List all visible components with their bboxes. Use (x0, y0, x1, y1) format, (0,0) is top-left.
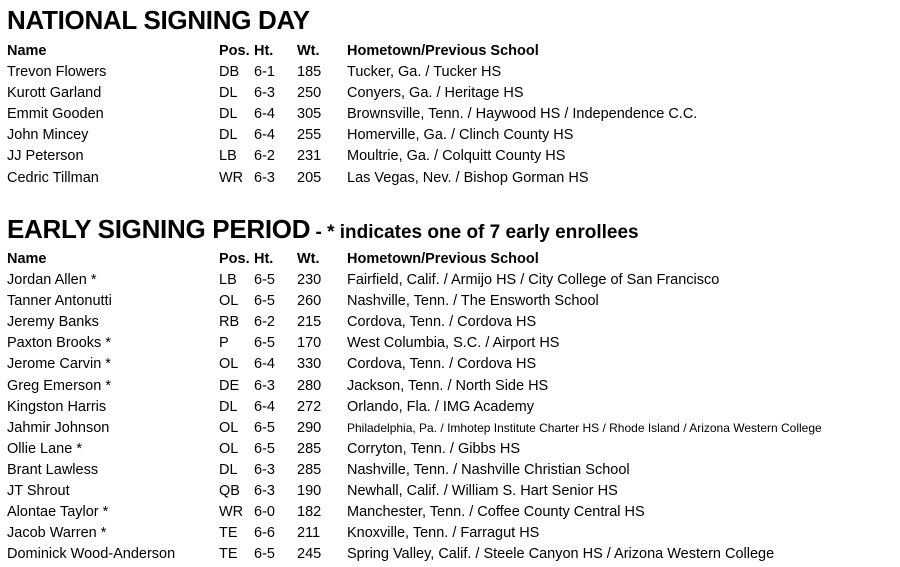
player-name: Ollie Lane * (7, 440, 82, 457)
player-hometown: Manchester, Tenn. / Coffee County Central HS (347, 504, 645, 521)
header-ht: Ht. (254, 251, 274, 267)
player-height: 6-4 (254, 127, 275, 144)
player-height: 6-5 (254, 440, 275, 457)
table-row (0, 397, 900, 418)
early-signing-period-title (7, 214, 639, 248)
player-height: 6-2 (254, 314, 275, 331)
table-row (0, 291, 900, 312)
player-hometown: Brownsville, Tenn. / Haywood HS / Independence C.C. (347, 106, 698, 123)
national-signing-table (0, 41, 900, 189)
player-hometown: West Columbia, S.C. / Airport HS (347, 335, 560, 352)
table-row (0, 502, 900, 523)
player-position: RB (219, 314, 240, 331)
player-weight: 231 (297, 148, 322, 165)
player-position: QB (219, 483, 240, 500)
player-position: OL (219, 440, 239, 457)
player-height: 6-3 (254, 377, 275, 394)
player-name: JJ Peterson (7, 148, 84, 165)
table-row (0, 270, 900, 291)
header-hometown: Hometown/Previous School (347, 43, 539, 59)
player-weight: 255 (297, 127, 322, 144)
player-weight: 215 (297, 314, 322, 331)
player-name: Jahmir Johnson (7, 419, 110, 436)
table-row (0, 481, 900, 502)
player-position: LB (219, 148, 237, 165)
player-position: OL (219, 419, 239, 436)
player-weight: 330 (297, 356, 322, 373)
player-position: DL (219, 106, 238, 123)
player-weight: 182 (297, 504, 322, 521)
player-position: DL (219, 127, 238, 144)
table-row (0, 104, 900, 125)
player-weight: 170 (297, 335, 322, 352)
player-height: 6-3 (254, 461, 275, 478)
player-position: DL (219, 461, 238, 478)
early-title-text: EARLY SIGNING PERIOD (7, 214, 311, 244)
player-height: 6-6 (254, 525, 275, 542)
player-position: DB (219, 64, 240, 81)
player-hometown: Knoxville, Tenn. / Farragut HS (347, 525, 540, 542)
player-height: 6-5 (254, 335, 275, 352)
header-pos: Pos. (219, 251, 250, 267)
player-height: 6-1 (254, 64, 275, 81)
player-name: Dominick Wood-Anderson (7, 546, 176, 563)
player-name: John Mincey (7, 127, 89, 144)
player-weight: 185 (297, 64, 322, 81)
player-height: 6-4 (254, 356, 275, 373)
player-weight: 285 (297, 440, 322, 457)
player-name: Cedric Tillman (7, 169, 99, 186)
header-ht: Ht. (254, 43, 274, 59)
table-row (0, 312, 900, 333)
player-name: Brant Lawless (7, 461, 99, 478)
player-height: 6-4 (254, 106, 275, 123)
player-hometown: Conyers, Ga. / Heritage HS (347, 85, 524, 102)
header-name: Name (7, 43, 47, 59)
player-height: 6-3 (254, 85, 275, 102)
table-header-row (0, 249, 900, 270)
player-hometown: Cordova, Tenn. / Cordova HS (347, 314, 537, 331)
table-row (0, 125, 900, 146)
table-row (0, 83, 900, 104)
player-height: 6-3 (254, 169, 275, 186)
table-row (0, 354, 900, 375)
player-hometown: Orlando, Fla. / IMG Academy (347, 398, 534, 415)
player-weight: 245 (297, 546, 322, 563)
table-header-row (0, 41, 900, 62)
player-name: Emmit Gooden (7, 106, 104, 123)
player-hometown: Philadelphia, Pa. / Imhotep Institute Charter HS / Rhode Island / Arizona Western College (347, 420, 822, 435)
player-name: Kurott Garland (7, 85, 102, 102)
player-name: Alontae Taylor * (7, 504, 109, 521)
player-weight: 205 (297, 169, 322, 186)
player-height: 6-3 (254, 483, 275, 500)
table-row (0, 544, 900, 565)
player-hometown: Newhall, Calif. / William S. Hart Senior HS (347, 483, 618, 500)
player-name: Tanner Antonutti (7, 293, 112, 310)
player-hometown: Moultrie, Ga. / Colquitt County HS (347, 148, 566, 165)
player-position: TE (219, 525, 238, 542)
player-hometown: Spring Valley, Calif. / Steele Canyon HS / Arizona Western College (347, 546, 775, 563)
table-row (0, 418, 900, 439)
early-signing-table (0, 249, 900, 565)
player-height: 6-2 (254, 148, 275, 165)
player-hometown: Nashville, Tenn. / The Ensworth School (347, 293, 599, 310)
player-weight: 260 (297, 293, 322, 310)
player-position: OL (219, 356, 239, 373)
table-row (0, 333, 900, 354)
player-weight: 250 (297, 85, 322, 102)
player-weight: 230 (297, 272, 322, 289)
header-name: Name (7, 251, 47, 267)
player-hometown: Homerville, Ga. / Clinch County HS (347, 127, 574, 144)
player-name: Jeremy Banks (7, 314, 99, 331)
player-name: Jerome Carvin * (7, 356, 111, 373)
header-wt: Wt. (297, 251, 320, 267)
player-position: LB (219, 272, 237, 289)
player-weight: 280 (297, 377, 322, 394)
player-height: 6-0 (254, 504, 275, 521)
player-position: WR (219, 169, 244, 186)
player-name: Jordan Allen * (7, 272, 97, 289)
player-position: DE (219, 377, 240, 394)
player-hometown: Cordova, Tenn. / Cordova HS (347, 356, 537, 373)
table-row (0, 523, 900, 544)
player-hometown: Fairfield, Calif. / Armijo HS / City College of San Francisco (347, 272, 720, 289)
national-signing-day-title (7, 5, 310, 35)
player-hometown: Jackson, Tenn. / North Side HS (347, 377, 549, 394)
player-hometown: Tucker, Ga. / Tucker HS (347, 64, 502, 81)
player-weight: 190 (297, 483, 322, 500)
player-position: OL (219, 293, 239, 310)
table-row (0, 168, 900, 189)
player-height: 6-4 (254, 398, 275, 415)
player-position: P (219, 335, 229, 352)
table-row (0, 146, 900, 167)
player-height: 6-5 (254, 546, 275, 563)
player-hometown: Nashville, Tenn. / Nashville Christian School (347, 461, 630, 478)
player-position: DL (219, 85, 238, 102)
player-name: Trevon Flowers (7, 64, 107, 81)
player-name: Kingston Harris (7, 398, 107, 415)
player-weight: 305 (297, 106, 322, 123)
player-name: Paxton Brooks * (7, 335, 111, 352)
player-position: WR (219, 504, 244, 521)
player-height: 6-5 (254, 293, 275, 310)
player-position: DL (219, 398, 238, 415)
player-name: Greg Emerson * (7, 377, 111, 394)
player-hometown: Las Vegas, Nev. / Bishop Gorman HS (347, 169, 589, 186)
national-title-text: NATIONAL SIGNING DAY (7, 5, 310, 35)
player-weight: 285 (297, 461, 322, 478)
player-position: TE (219, 546, 238, 563)
early-subtitle-text: - * indicates one of 7 early enrollees (310, 222, 639, 243)
table-row (0, 439, 900, 460)
header-pos: Pos. (219, 43, 250, 59)
player-name: Jacob Warren * (7, 525, 107, 542)
table-row (0, 460, 900, 481)
player-height: 6-5 (254, 419, 275, 436)
player-weight: 211 (297, 525, 321, 542)
player-weight: 290 (297, 419, 322, 436)
table-row (0, 376, 900, 397)
player-weight: 272 (297, 398, 322, 415)
player-hometown: Corryton, Tenn. / Gibbs HS (347, 440, 521, 457)
player-height: 6-5 (254, 272, 275, 289)
header-wt: Wt. (297, 43, 320, 59)
header-hometown: Hometown/Previous School (347, 251, 539, 267)
table-row (0, 62, 900, 83)
player-name: JT Shrout (7, 483, 70, 500)
